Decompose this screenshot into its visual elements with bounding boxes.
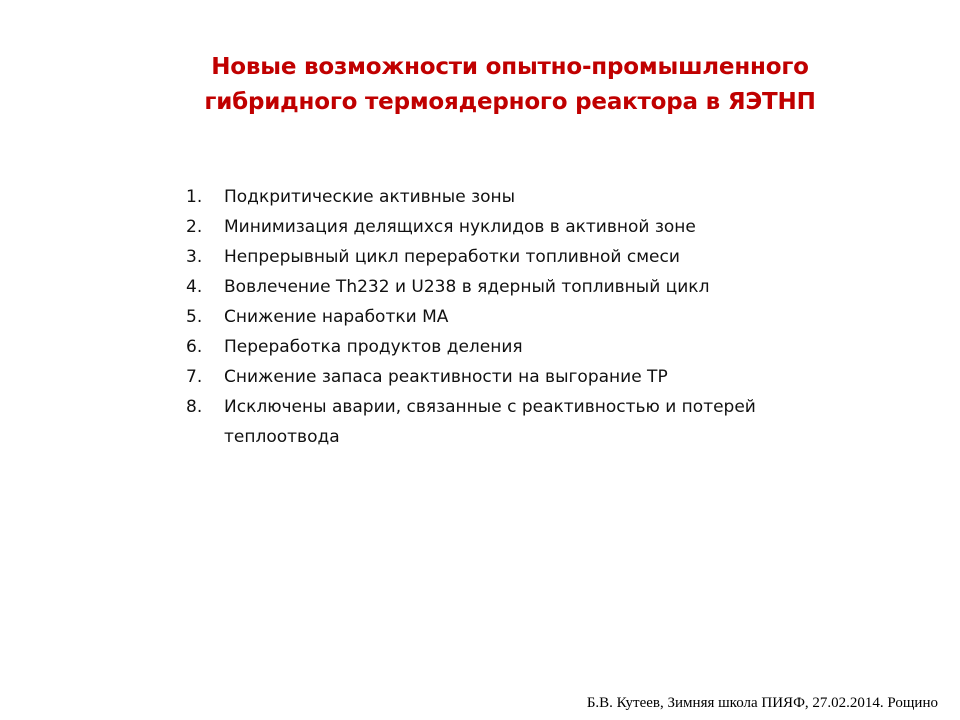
list-item-number: 7. bbox=[186, 367, 203, 387]
list-item bbox=[186, 362, 806, 392]
list-item-number: 1. bbox=[186, 187, 203, 207]
list-item bbox=[186, 242, 806, 272]
list-item bbox=[186, 272, 806, 302]
list-item-number: 4. bbox=[186, 277, 203, 297]
list-item bbox=[186, 392, 806, 452]
list-item-text: Исключены аварии, связанные с реактивностью и потерей теплоотвода bbox=[224, 397, 756, 447]
list-item-text: Переработка продуктов деления bbox=[224, 337, 523, 357]
list-item-number: 5. bbox=[186, 307, 203, 327]
list-item-number: 8. bbox=[186, 397, 203, 417]
list-item-text: Снижение запаса реактивности на выгорание ТР bbox=[224, 367, 668, 387]
list-item-text: Снижение наработки МА bbox=[224, 307, 449, 327]
list-item-text: Подкритические активные зоны bbox=[224, 187, 516, 207]
list-item bbox=[186, 212, 806, 242]
list-item bbox=[186, 182, 806, 212]
list-item-number: 3. bbox=[186, 247, 203, 267]
list-item-text: Минимизация делящихся нуклидов в активной зоне bbox=[224, 217, 696, 237]
slide-title-line-2: гибридного термоядерного реактора в ЯЭТНП bbox=[204, 89, 816, 115]
numbered-list bbox=[186, 182, 806, 452]
list-item bbox=[186, 332, 806, 362]
list-item bbox=[186, 302, 806, 332]
slide-title-line-1: Новые возможности опытно-промышленного bbox=[211, 54, 809, 80]
list-item-text: Вовлечение Th232 и U238 в ядерный топливный цикл bbox=[224, 277, 710, 297]
list-item-text: Непрерывный цикл переработки топливной смеси bbox=[224, 247, 680, 267]
list-item-number: 6. bbox=[186, 337, 203, 357]
slide-footer: Б.В. Кутеев, Зимняя школа ПИЯФ, 27.02.2014. Рощино bbox=[586, 695, 938, 711]
list-item-number: 2. bbox=[186, 217, 203, 237]
slide-title bbox=[150, 50, 870, 120]
